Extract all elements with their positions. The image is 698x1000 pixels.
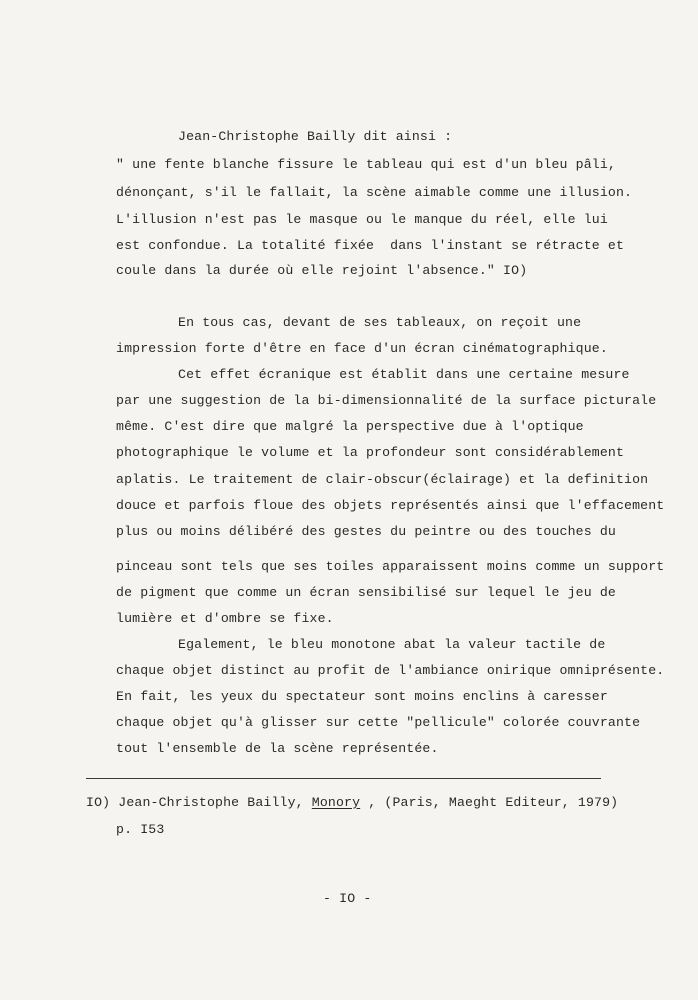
body-line: chaque objet distinct au profit de l'ambiance onirique omniprésente.	[116, 663, 665, 678]
footnote-citation	[86, 795, 618, 811]
footnote-suffix: , (Paris, Maeght Editeur, 1979)	[360, 795, 619, 810]
body-line: chaque objet qu'à glisser sur cette "pellicule" colorée couvrante	[116, 715, 641, 730]
body-line: En fait, les yeux du spectateur sont moins enclins à caresser	[116, 689, 608, 704]
page-number: - IO -	[323, 891, 372, 906]
body-line: lumière et d'ombre se fixe.	[116, 611, 334, 626]
body-line: Cet effet écranique est établit dans une certaine mesure	[178, 367, 630, 382]
quote-line: dénonçant, s'il le fallait, la scène aimable comme une illusion.	[116, 185, 633, 200]
quote-line: L'illusion n'est pas le masque ou le manque du réel, elle lui	[116, 212, 608, 227]
footnote-page-reference: p. I53	[116, 822, 165, 837]
body-line: photographique le volume et la profondeur sont considérablement	[116, 445, 625, 460]
quote-intro: Jean-Christophe Bailly dit ainsi :	[178, 129, 453, 144]
body-line: Egalement, le bleu monotone abat la valeur tactile de	[178, 637, 606, 652]
footnote-prefix: IO) Jean-Christophe Bailly,	[86, 795, 312, 810]
body-line: par une suggestion de la bi-dimensionnalité de la surface picturale	[116, 393, 657, 408]
body-line: même. C'est dire que malgré la perspective due à l'optique	[116, 419, 584, 434]
quote-line: coule dans la durée où elle rejoint l'absence." IO)	[116, 263, 528, 278]
quote-line: " une fente blanche fissure le tableau qui est d'un bleu pâli,	[116, 157, 616, 172]
footnote-book-title: Monory	[311, 795, 361, 810]
body-line: impression forte d'être en face d'un écran cinématographique.	[116, 341, 608, 356]
body-line: pinceau sont tels que ses toiles apparaissent moins comme un support	[116, 559, 665, 574]
body-line: de pigment que comme un écran sensibilisé sur lequel le jeu de	[116, 585, 616, 600]
body-line: En tous cas, devant de ses tableaux, on reçoit une	[178, 315, 582, 330]
quote-line: est confondue. La totalité fixée dans l'instant se rétracte et	[116, 238, 625, 253]
body-line: tout l'ensemble de la scène représentée.	[116, 741, 439, 756]
footnote-divider	[86, 778, 601, 779]
body-line: aplatis. Le traitement de clair-obscur(éclairage) et la definition	[116, 472, 649, 487]
body-line: plus ou moins délibéré des gestes du peintre ou des touches du	[116, 524, 616, 539]
body-line: douce et parfois floue des objets représentés ainsi que l'effacement	[116, 498, 665, 513]
